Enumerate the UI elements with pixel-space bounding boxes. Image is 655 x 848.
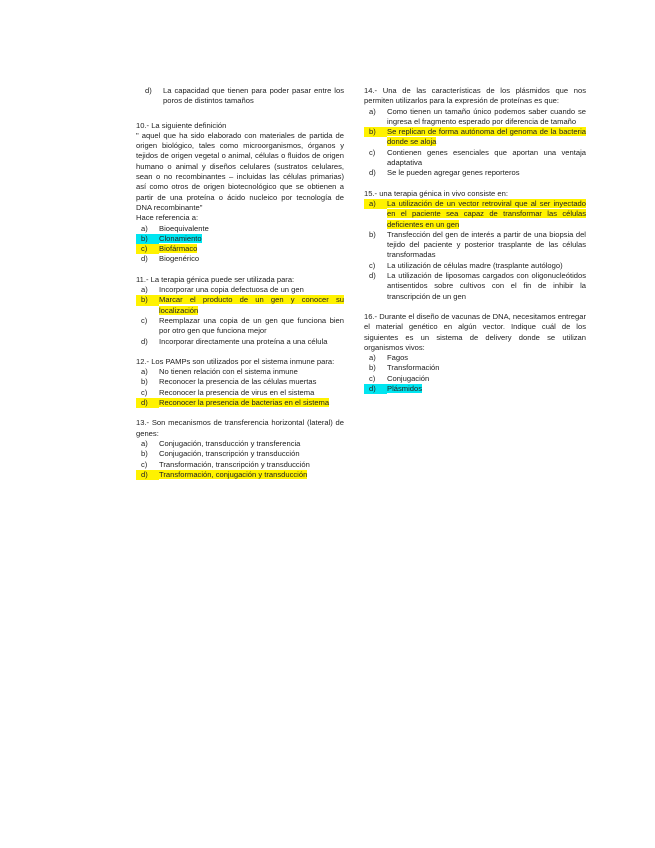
- option-letter: d): [141, 336, 148, 346]
- option-16d: [364, 384, 586, 394]
- question-16-stem: 16.- Durante el diseño de vacunas de DNA, necesitamos entregar el material genético en algún vector. Indique cuál de los siguientes es un sistema de delivery donde se utilizan organismos vivos:: [364, 311, 586, 352]
- option-letter: b): [364, 127, 387, 137]
- question-10-options: [136, 224, 344, 265]
- option-text: Biogenérico: [159, 254, 200, 264]
- question-9-tail: [136, 86, 344, 107]
- option-13c: [136, 460, 344, 470]
- option-10b: [136, 234, 344, 244]
- option-text-highlighted: Se replican de forma autónoma del genoma de la bacteria donde se aloja: [387, 127, 586, 147]
- option-letter: a): [369, 353, 376, 363]
- question-14: [364, 86, 586, 179]
- option-letter: a): [141, 223, 148, 233]
- option-letter: c): [141, 459, 148, 469]
- option-15d: [364, 271, 586, 302]
- option-letter: a): [141, 438, 148, 448]
- option-text: La utilización de células madre (trasplante autólogo): [387, 260, 563, 270]
- question-11: [136, 275, 344, 347]
- option-11b: [136, 295, 344, 316]
- option-12d: [136, 398, 344, 408]
- option-text: Transfección del gen de interés a partir de una biopsia del tejido del paciente y posterior trasplante de las células transformadas: [387, 229, 586, 260]
- option-text: Se le pueden agregar genes reporteros: [387, 168, 520, 178]
- option-text: Conjugación, transducción y transferencia: [159, 438, 301, 448]
- option-text-highlighted: Marcar el producto de un gen y conocer su localización: [159, 295, 344, 315]
- question-14-options: [364, 107, 586, 179]
- question-11-options: [136, 285, 344, 347]
- option-15b: [364, 230, 586, 261]
- option-text: Bioequivalente: [159, 223, 209, 233]
- option-11c: [136, 316, 344, 337]
- option-11d: [136, 337, 344, 347]
- option-letter: a): [141, 367, 148, 377]
- option-text: Reemplazar una copia de un gen que funciona bien por otro gen que funciona mejor: [159, 315, 344, 336]
- option-text-highlighted: La utilización de un vector retroviral que al ser inyectado en el paciente sea capaz de transformar las células deficientes en un gen: [387, 198, 586, 229]
- option-text: No tienen relación con el sistema inmune: [159, 367, 298, 377]
- option-14c: [364, 148, 586, 169]
- question-10-title: 10.- La siguiente definición: [136, 120, 227, 130]
- question-12: [136, 357, 344, 408]
- option-13a: [136, 439, 344, 449]
- option-14a: [364, 107, 586, 128]
- option-text: Transformación, transcripción y transducción: [159, 459, 310, 469]
- option-12b: [136, 377, 344, 387]
- option-11a: [136, 285, 344, 295]
- question-15: [364, 189, 586, 302]
- option-13d: [136, 470, 344, 480]
- question-10: [136, 121, 344, 265]
- option-text: Contienen genes esenciales que aportan una ventaja adaptativa: [387, 147, 586, 168]
- option-text-highlighted: Plásmidos: [387, 384, 423, 394]
- option-text: Fagos: [387, 353, 409, 363]
- option-text: La utilización de liposomas cargados con oligonucleótidos antisentidos sobre cultivos con el fin de inhibir la transcripción de un gen: [387, 271, 586, 301]
- question-13-stem: 13.- Son mecanismos de transferencia horizontal (lateral) de genes:: [136, 418, 344, 438]
- option-16a: [364, 353, 586, 363]
- option-15a: [364, 199, 586, 230]
- question-13: [136, 418, 344, 480]
- option-text: Conjugación: [387, 373, 430, 383]
- question-12-stem: 12.- Los PAMPs son utilizados por el sistema inmune para:: [136, 356, 335, 366]
- option-letter: c): [369, 147, 376, 157]
- option-letter: c): [136, 244, 159, 254]
- question-11-stem: 11.- La terapia génica puede ser utilizada para:: [136, 274, 295, 284]
- option-letter: d): [369, 271, 376, 281]
- question-13-options: [136, 439, 344, 480]
- option-text: Conjugación, transcripción y transducción: [159, 449, 300, 459]
- option-9d: [136, 86, 344, 107]
- option-letter: a): [141, 285, 148, 295]
- option-16b: [364, 363, 586, 373]
- option-letter: c): [141, 315, 148, 325]
- option-text: Como tienen un tamaño único podemos saber cuando se ingresa el fragmento esperado por diferencia de tamaño: [387, 106, 586, 126]
- option-letter: c): [141, 387, 148, 397]
- option-letter: a): [369, 106, 376, 116]
- option-letter: b): [369, 229, 376, 239]
- option-10a: [136, 224, 344, 234]
- option-text-highlighted: Transformación, conjugación y transducción: [159, 469, 308, 479]
- option-16c: [364, 374, 586, 384]
- option-12c: [136, 388, 344, 398]
- option-text-highlighted: Clonamiento: [159, 233, 202, 243]
- option-letter: b): [136, 295, 159, 305]
- option-letter: d): [136, 398, 159, 408]
- question-16-options: [364, 353, 586, 394]
- question-14-stem: 14.- Una de las características de los plásmidos que nos permiten utilizarlos para la expresión de proteínas es que:: [364, 86, 586, 106]
- question-15-stem: 15.- una terapia génica in vivo consiste en:: [364, 188, 508, 198]
- option-14d: [364, 168, 586, 178]
- option-letter: b): [141, 449, 148, 459]
- option-letter: d): [141, 254, 148, 264]
- option-text: La capacidad que tienen para poder pasar entre los poros de distintos tamaños: [163, 86, 344, 106]
- option-letter: b): [136, 234, 159, 244]
- option-14b: [364, 127, 586, 148]
- option-text: Incorporar directamente una proteína a una célula: [159, 336, 328, 346]
- option-letter: c): [369, 373, 376, 383]
- option-letter: b): [141, 377, 148, 387]
- option-letter: d): [145, 86, 152, 95]
- question-15-options: [364, 199, 586, 302]
- option-letter: d): [136, 470, 159, 480]
- option-text: Transformación: [387, 363, 440, 373]
- option-text: Reconocer la presencia de las células muertas: [159, 377, 317, 387]
- question-12-options: [136, 367, 344, 408]
- right-column: [364, 86, 586, 404]
- left-column: [136, 86, 344, 490]
- option-letter: d): [364, 384, 387, 394]
- option-15c: [364, 261, 586, 271]
- option-text: Reconocer la presencia de virus en el sistema: [159, 387, 315, 397]
- option-letter: a): [364, 199, 387, 209]
- option-text-highlighted: Biofármaco: [159, 244, 198, 254]
- option-10c: [136, 244, 344, 254]
- option-10d: [136, 254, 344, 264]
- option-letter: d): [369, 168, 376, 178]
- option-text: Incorporar una copia defectuosa de un gen: [159, 285, 304, 295]
- option-text-highlighted: Reconocer la presencia de bacterias en el sistema: [159, 398, 330, 408]
- question-10-tail: Hace referencia a:: [136, 213, 199, 223]
- question-10-body: " aquel que ha sido elaborado con materiales de partida de origen biológico, tales como microorganismos, órganos y tejidos de origen vegetal o animal, células o fluidos de origen humano o animal y diseños celulares (sustratos celulares, sean o no recombinantes – incluidas las células primarias) así como otros de origen biotecnológico que se obtienen a partir de una proteína o ácido nucleico por tecnología de DNA recombinante": [136, 130, 344, 212]
- option-13b: [136, 449, 344, 459]
- option-12a: [136, 367, 344, 377]
- question-16: [364, 312, 586, 394]
- option-letter: b): [369, 363, 376, 373]
- option-letter: c): [369, 260, 376, 270]
